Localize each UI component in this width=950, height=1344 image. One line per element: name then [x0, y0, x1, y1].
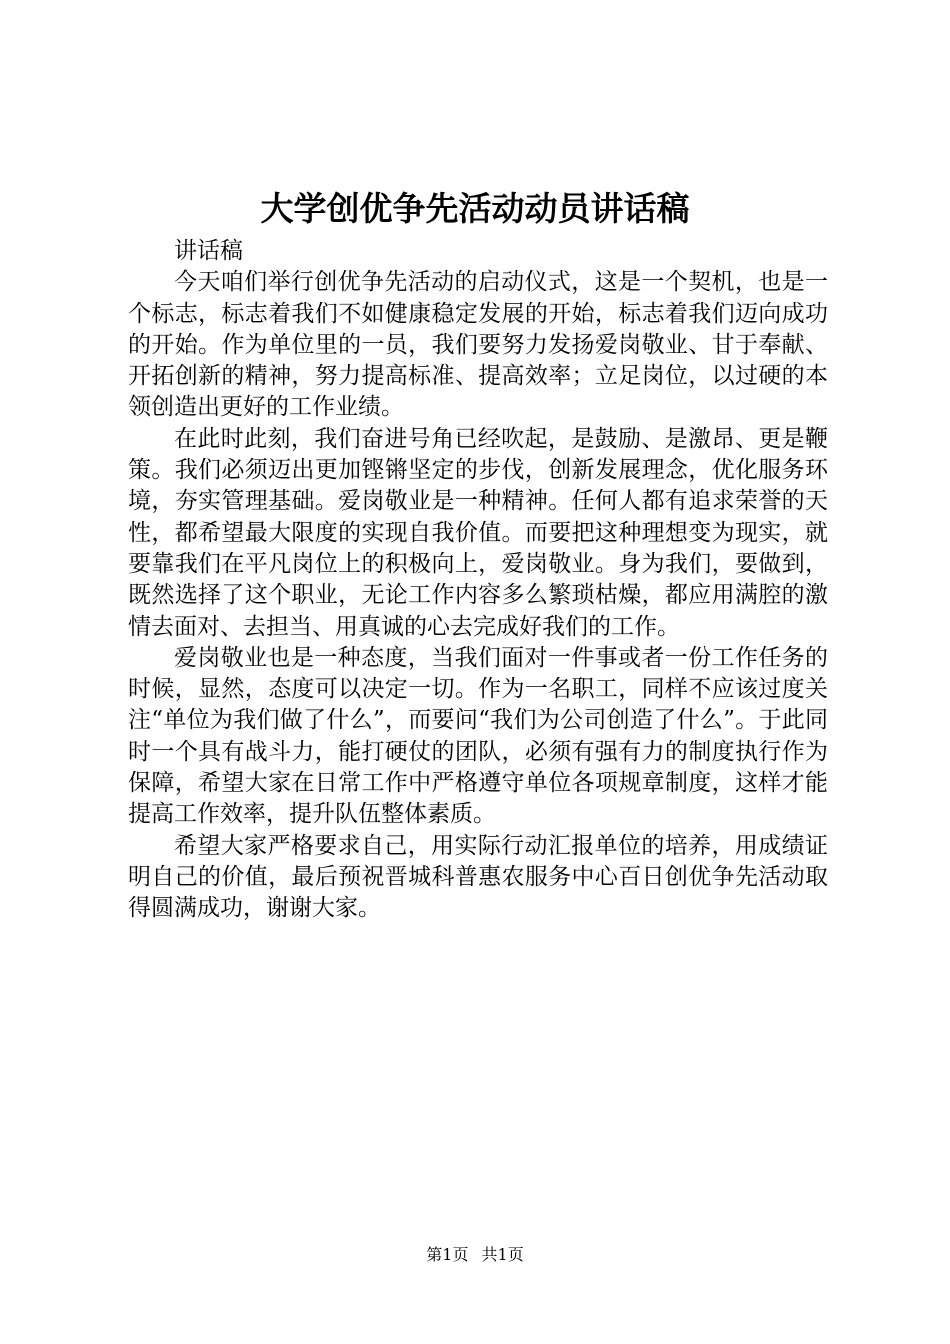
document-body [128, 236, 828, 925]
page-footer [0, 1244, 950, 1266]
paragraph-closing: 希望大家严格要求自己，用实际行动汇报单位的培养，用成绩证明自己的价值，最后预祝晋城科普惠农服务中心百日创优争先活动取得圆满成功，谢谢大家。 [128, 832, 828, 922]
paragraph-attitude: 爱岗敬业也是一种态度，当我们面对一件事或者一份工作任务的时候，显然，态度可以决定一切。作为一名职工，同样不应该过度关注“单位为我们做了什么”，而要问“我们为公司创造了什么”。于此同时一个具有战斗力，能打硬仗的团队，必须有强有力的制度执行作为保障，希望大家在日常工作中严格遵守单位各项规章制度，这样才能提高工作效率，提升队伍整体素质。 [128, 644, 828, 828]
paragraph-intro: 今天咱们举行创优争先活动的启动仪式，这是一个契机，也是一个标志，标志着我们不如健康稳定发展的开始，标志着我们迈向成功的开始。作为单位里的一员，我们要努力发扬爱岗敬业、甘于奉献、开拓创新的精神，努力提高标准、提高效率；立足岗位，以过硬的本领创造出更好的工作业绩。 [128, 269, 828, 421]
page-number-total: 共1页 [481, 1245, 524, 1264]
paragraph-label: 讲话稿 [174, 238, 243, 264]
paragraph-spirit: 在此时此刻，我们奋进号角已经吹起，是鼓励、是激昂、更是鞭策。我们必须迈出更加铿锵坚定的步伐，创新发展理念，优化服务环境，夯实管理基础。爱岗敬业是一种精神。任何人都有追求荣誉的天性，都希望最大限度的实现自我价值。而要把这种理想变为现实，就要靠我们在平凡岗位上的积极向上，爱岗敬业。身为我们，要做到，既然选择了这个职业，无论工作内容多么繁琐枯燥，都应用满腔的激情去面对、去担当、用真诚的心去完成好我们的工作。 [128, 425, 828, 640]
page-number-current: 第1页 [426, 1245, 469, 1264]
page-title: 大学创优争先活动动员讲话稿 [260, 189, 690, 228]
